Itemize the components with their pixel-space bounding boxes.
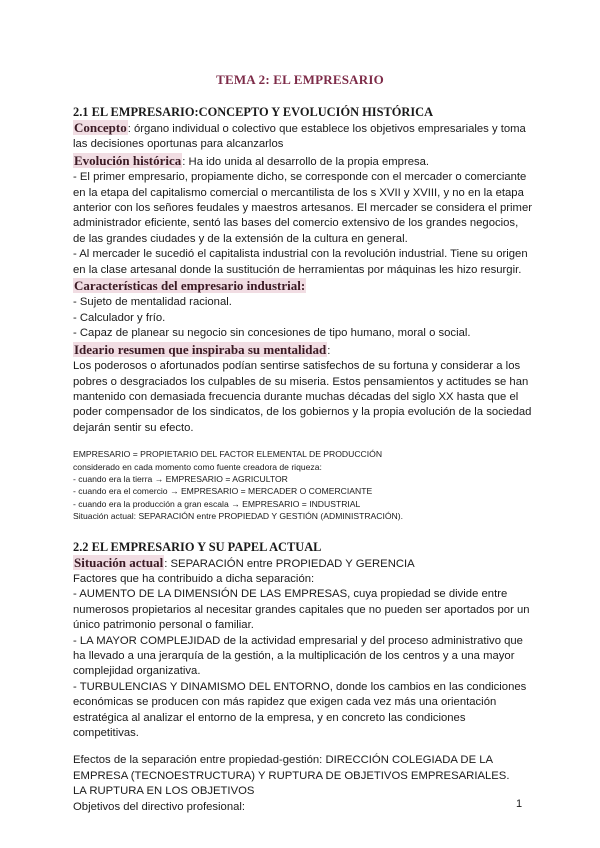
evolucion-point-2: - Al mercader le sucedió el capitalista industrial con la revolución industrial. Tiene su origen en la clase artesanal donde la sustitución de herramientas por máquinas les hizo resurgir. [73,248,528,276]
efectos-paragraph: Efectos de la separación entre propiedad-gestión: DIRECCIÓN COLEGIADA DE LA EMPRESA (TECNOESTRUCTURA) Y RUPTURA DE OBJETIVOS EMPRESARIALES. [73,754,510,782]
ruptura-line: LA RUPTURA EN LOS OBJETIVOS [73,785,255,798]
summary-line: - cuando era el comercio → EMPRESARIO = MERCADER O COMERCIANTE [73,486,373,497]
factor-item: - AUMENTO DE LA DIMENSIÓN DE LAS EMPRESAS, cuya propiedad se divide entre numerosos propietarios al necesitar grandes capitales que no pueden ser aportados por un único patrimonio personal o familiar. [73,588,530,632]
evolucion-paragraph [73,153,533,170]
situacion-label: Situación actual [74,554,164,570]
ideario-colon: : [327,344,331,357]
ideario-label: Ideario resumen que inspiraba su mentalidad [74,341,327,357]
summary-line: - cuando era la tierra → EMPRESARIO = AGRICULTOR [73,473,288,484]
concepto-paragraph [73,120,533,153]
caracteristicas-heading [73,278,533,295]
evolucion-point-1: - El primer empresario, propiamente dicho, se corresponde con el mercader o comerciante en la etapa del capitalismo comercial o mercantilista de los s XVII y XVIII, y no en la etapa anterior con los señores feudales y maestros artesanos. El mercader se considera el primer administrador eficiente, sentó las bases del comercio extensivo de los grandes negocios, de las grandes ciudades y de la extensión de la cultura en general. [73,171,532,245]
section-2-heading: 2.2 EL EMPRESARIO Y SU PAPEL ACTUAL [73,539,322,554]
document-title: TEMA 2: EL EMPRESARIO [216,72,384,87]
factores-intro: Factores que ha contribuido a dicha separación: [73,572,315,585]
section-1-heading: 2.1 EL EMPRESARIO:CONCEPTO Y EVOLUCIÓN HISTÓRICA [73,105,434,119]
summary-line: Situación actual: SEPARACIÓN entre PROPIEDAD Y GESTIÓN (ADMINISTRACIÓN). [73,511,403,522]
objetivos-line: Objetivos del directivo profesional: [73,800,246,813]
caracteristica-item: - Capaz de planear su negocio sin concesiones de tipo humano, moral o social. [73,327,471,340]
concepto-label: Concepto [74,120,127,135]
caracteristica-item: - Sujeto de mentalidad racional. [73,296,232,309]
ideario-text: Los poderosos o afortunados podían sentirse satisfechos de su fortuna y considerar a los pobres o desgraciados los culpables de su miseria. Estos pensamientos y actitudes se han mantenido con demasiada frecuencia durante muchas décadas del siglo XX hasta que el poder compensador de los sindicatos, de los gobiernos y la propia evolución de la sociedad dejarán sentir su efecto. [73,360,532,434]
situacion-text: : SEPARACIÓN entre PROPIEDAD Y GERENCIA [164,557,415,570]
concepto-text: : órgano individual o colectivo que establece los objetivos empresariales y toma las decisiones oportunas para alcanzarlos [73,123,526,151]
summary-line: - cuando era la producción a gran escala → EMPRESARIO = INDUSTRIAL [73,498,361,509]
summary-line: EMPRESARIO = PROPIETARIO DEL FACTOR ELEMENTAL DE PRODUCCIÓN [73,449,383,460]
situacion-paragraph [73,555,533,572]
summary-line: considerado en cada momento como fuente creadora de riqueza: [73,461,322,472]
evolucion-label: Evolución histórica [74,152,182,168]
caracteristica-item: - Calculador y frío. [73,311,166,324]
evolucion-text: : Ha ido unida al desarrollo de la propia empresa. [182,155,430,168]
factor-item: - LA MAYOR COMPLEJIDAD de la actividad empresarial y del proceso administrativo que ha llevado a una jerarquía de la gestión, a la multiplicación de los centros y a una mayor complejidad organizativa. [73,634,523,678]
summary-block [73,448,533,522]
caracteristicas-label: Características del empresario industrial: [74,278,306,294]
page-number: 1 [516,798,523,810]
document-body [73,104,533,815]
ideario-heading [73,342,533,359]
factor-item: - TURBULENCIAS Y DINAMISMO DEL ENTORNO, donde los cambios en las condiciones económicas se producen con más rapidez que exigen cada vez más una orientación estratégica al analizar el entorno de la empresa, y en concreto las condiciones competitivas. [73,680,527,740]
